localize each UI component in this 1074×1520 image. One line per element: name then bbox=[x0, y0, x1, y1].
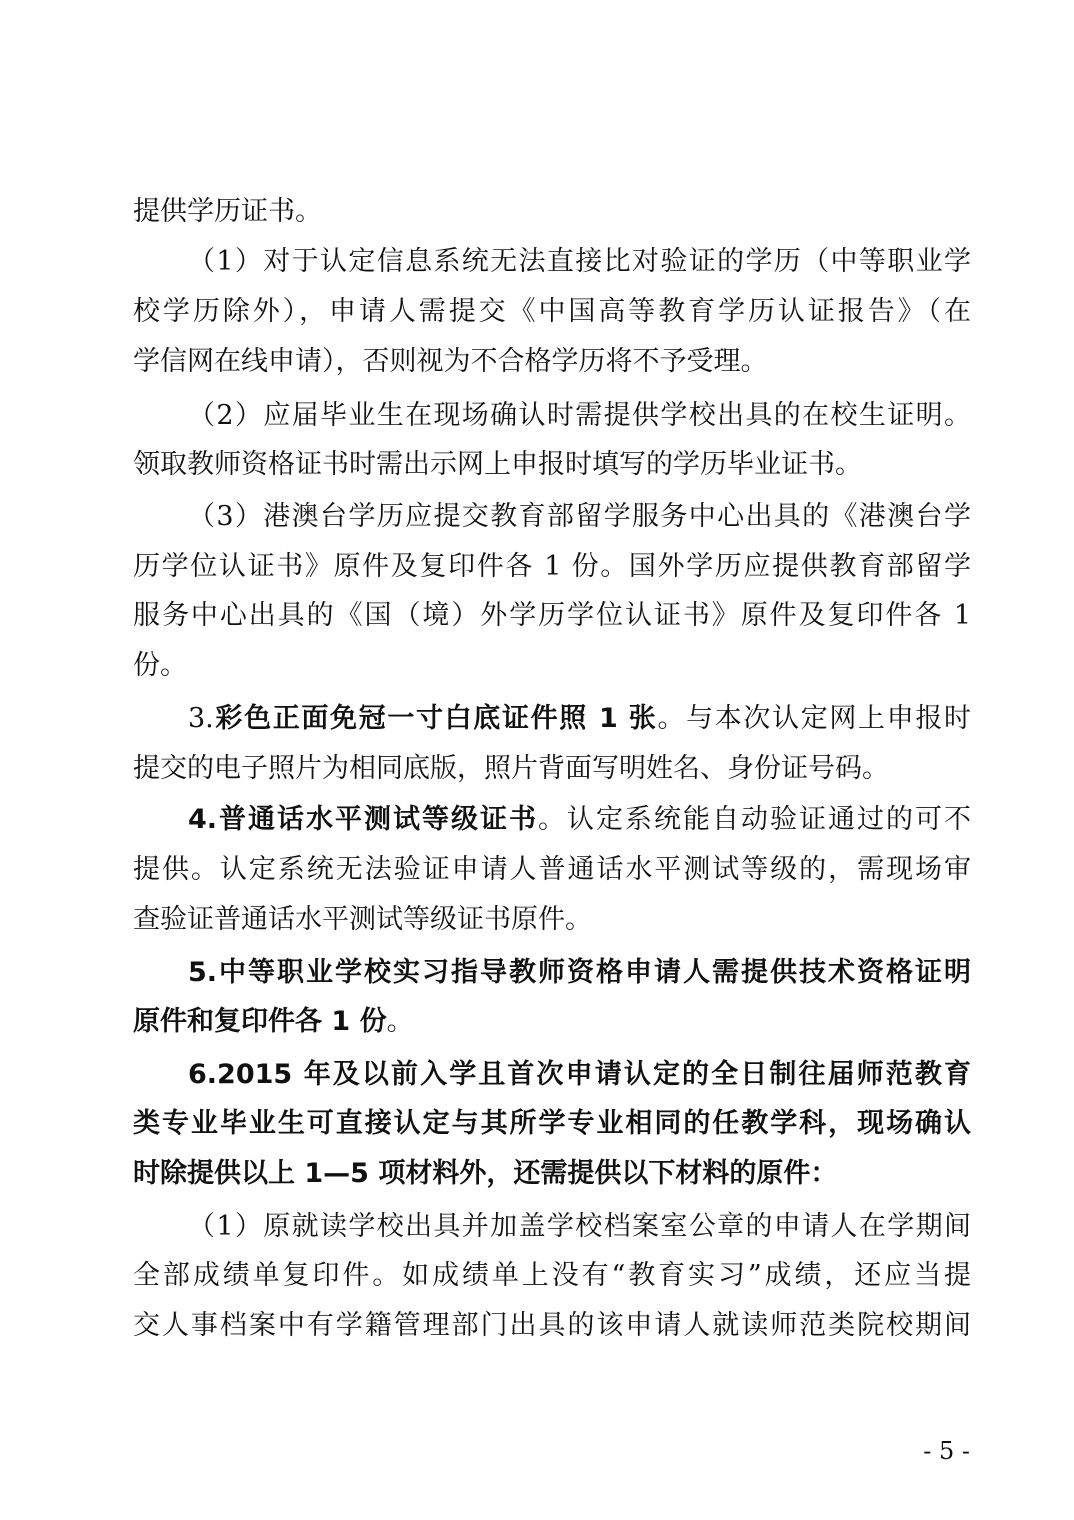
item-number: 3. bbox=[188, 703, 214, 734]
paragraph-line: 学信网在线申请），否则视为不合格学历将不予受理。 bbox=[133, 346, 768, 377]
paragraph-line: （1）原就读学校出具并加盖学校档案室公章的申请人在学期间 bbox=[188, 1211, 971, 1242]
paragraph-line: 提交的电子照片为相同底版，照片背面写明姓名、身份证号码。 bbox=[133, 753, 889, 784]
line-text: 。认定系统能自动验证通过的可不 bbox=[538, 804, 971, 835]
paragraph-line: 份。 bbox=[133, 650, 187, 681]
page-number: - 5 - bbox=[923, 1437, 970, 1465]
paragraph-line: 提供学历证书。 bbox=[133, 196, 322, 227]
paragraph-line: 历学位认证书》原件及复印件各 1 份。国外学历应提供教育部留学 bbox=[133, 551, 971, 582]
paragraph-line: 查验证普通话水平测试等级证书原件。 bbox=[133, 904, 592, 935]
paragraph-line: 时除提供以上 1—5 项材料外，还需提供以下材料的原件： bbox=[133, 1158, 838, 1189]
paragraph-line: 提供。认定系统无法验证申请人普通话水平测试等级的，需现场审 bbox=[133, 854, 971, 885]
paragraph-line: 6.2015 年及以前入学且首次申请认定的全日制往届师范教育 bbox=[188, 1059, 971, 1090]
paragraph-line: 校学历除外），申请人需提交《中国高等教育学历认证报告》（在 bbox=[133, 296, 971, 327]
bold-heading: 彩色正面免冠一寸白底证件照 1 张 bbox=[213, 703, 658, 734]
bold-heading: 原件和复印件各 1 份 bbox=[133, 1006, 387, 1037]
paragraph-line: 交人事档案中有学籍管理部门出具的该申请人就读师范类院校期间 bbox=[133, 1310, 971, 1341]
paragraph-line: （2）应届毕业生在现场确认时需提供学校出具的在校生证明。 bbox=[188, 400, 971, 431]
paragraph-line: 服务中心出具的《国（境）外学历学位认证书》原件及复印件各 1 bbox=[133, 600, 971, 631]
paragraph-line: 5.中等职业学校实习指导教师资格申请人需提供技术资格证明 bbox=[188, 957, 971, 988]
line-text: 。 bbox=[386, 1006, 414, 1037]
paragraph-line bbox=[133, 1005, 971, 1039]
paragraph-line: 领取教师资格证书时需出示网上申报时填写的学历毕业证书。 bbox=[133, 449, 862, 480]
paragraph-line bbox=[188, 803, 971, 837]
line-text: 。与本次认定网上申报时 bbox=[657, 703, 971, 734]
paragraph-line bbox=[188, 702, 971, 736]
bold-heading: 4.普通话水平测试等级证书 bbox=[188, 804, 539, 835]
paragraph-line: 全部成绩单复印件。如成绩单上没有“教育实习”成绩，还应当提 bbox=[133, 1260, 971, 1291]
paragraph-line: （1）对于认定信息系统无法直接比对验证的学历（中等职业学 bbox=[188, 246, 971, 277]
paragraph-line: （3）港澳台学历应提交教育部留学服务中心出具的《港澳台学 bbox=[188, 501, 971, 532]
paragraph-line: 类专业毕业生可直接认定与其所学专业相同的任教学科，现场确认 bbox=[133, 1108, 971, 1139]
